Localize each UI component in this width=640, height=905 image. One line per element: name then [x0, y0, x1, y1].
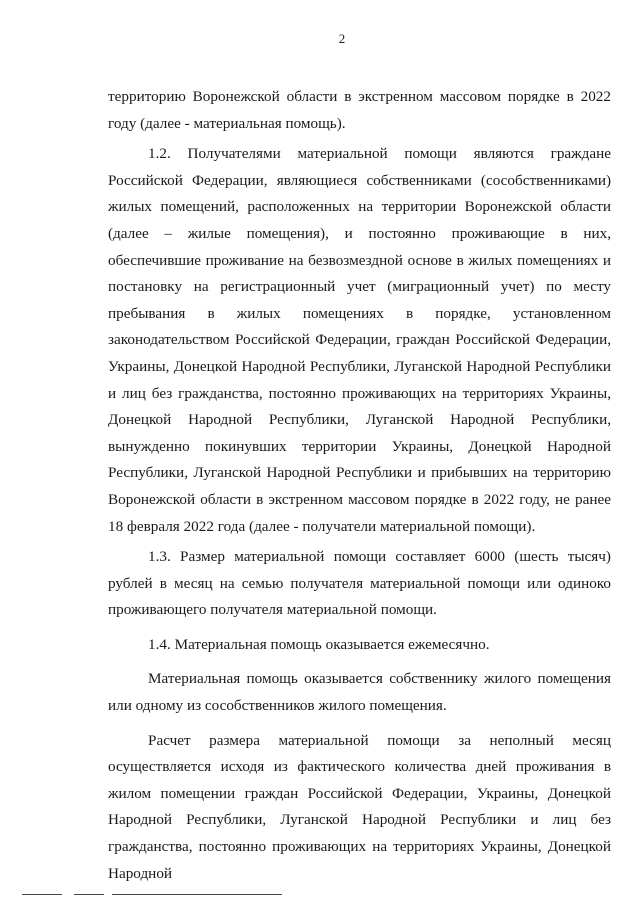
document-body	[108, 84, 611, 887]
paragraph-1-2-recipients: 1.2. Получателями материальной помощи являются граждане Российской Федерации, являющиеся собственниками (сособственниками) жилых помещений, расположенных на территории Воронежской области (далее – жилые помещения), и постоянно проживающие в них, обеспечившие проживание на безвозмездной основе в жилых помещениях и постановку на регистрационный учет (миграционный учет) по месту пребывания в жилых помещениях в порядке, установленном законодательством Российской Федерации, граждан Российской Федерации, Украины, Донецкой Народной Республики, Луганской Народной Республики и лиц без гражданства, постоянно проживающих на территориях Украины, Донецкой Народной Республики, Луганской Народной Республики, вынужденно покинувших территории Украины, Донецкой Народной Республики, Луганской Народной Республики и прибывших на территорию Воронежской области в экстренном массовом порядке в 2022 году, не ранее 18 февраля 2022 года (далее - получатели материальной помощи).	[108, 145, 611, 535]
paragraph-partial-month: Расчет размера материальной помощи за неполный месяц осуществляется исходя из фактического количества дней проживания в жилом помещении граждан Российской Федерации, Украины, Донецкой Народной Республики, Луганской Народной Республики и лиц без гражданства, постоянно проживающих на территориях Украины, Донецкой Народной	[108, 731, 611, 882]
footer-scan-lines	[22, 894, 282, 896]
page-number: 2	[338, 31, 346, 46]
paragraph-owner: Материальная помощь оказывается собственнику жилого помещения или одному из сособственников жилого помещения.	[108, 670, 611, 715]
paragraph-1-3-amount: 1.3. Размер материальной помощи составляет 6000 (шесть тысяч) рублей в месяц на семью получателя материальной помощи или одиноко проживающего получателя материальной помощи.	[108, 548, 611, 619]
paragraph-1-4-frequency: 1.4. Материальная помощь оказывается ежемесячно.	[148, 635, 490, 653]
paragraph-continuation: территорию Воронежской области в экстренном массовом порядке в 2022 году (далее - материальная помощь).	[108, 88, 611, 132]
